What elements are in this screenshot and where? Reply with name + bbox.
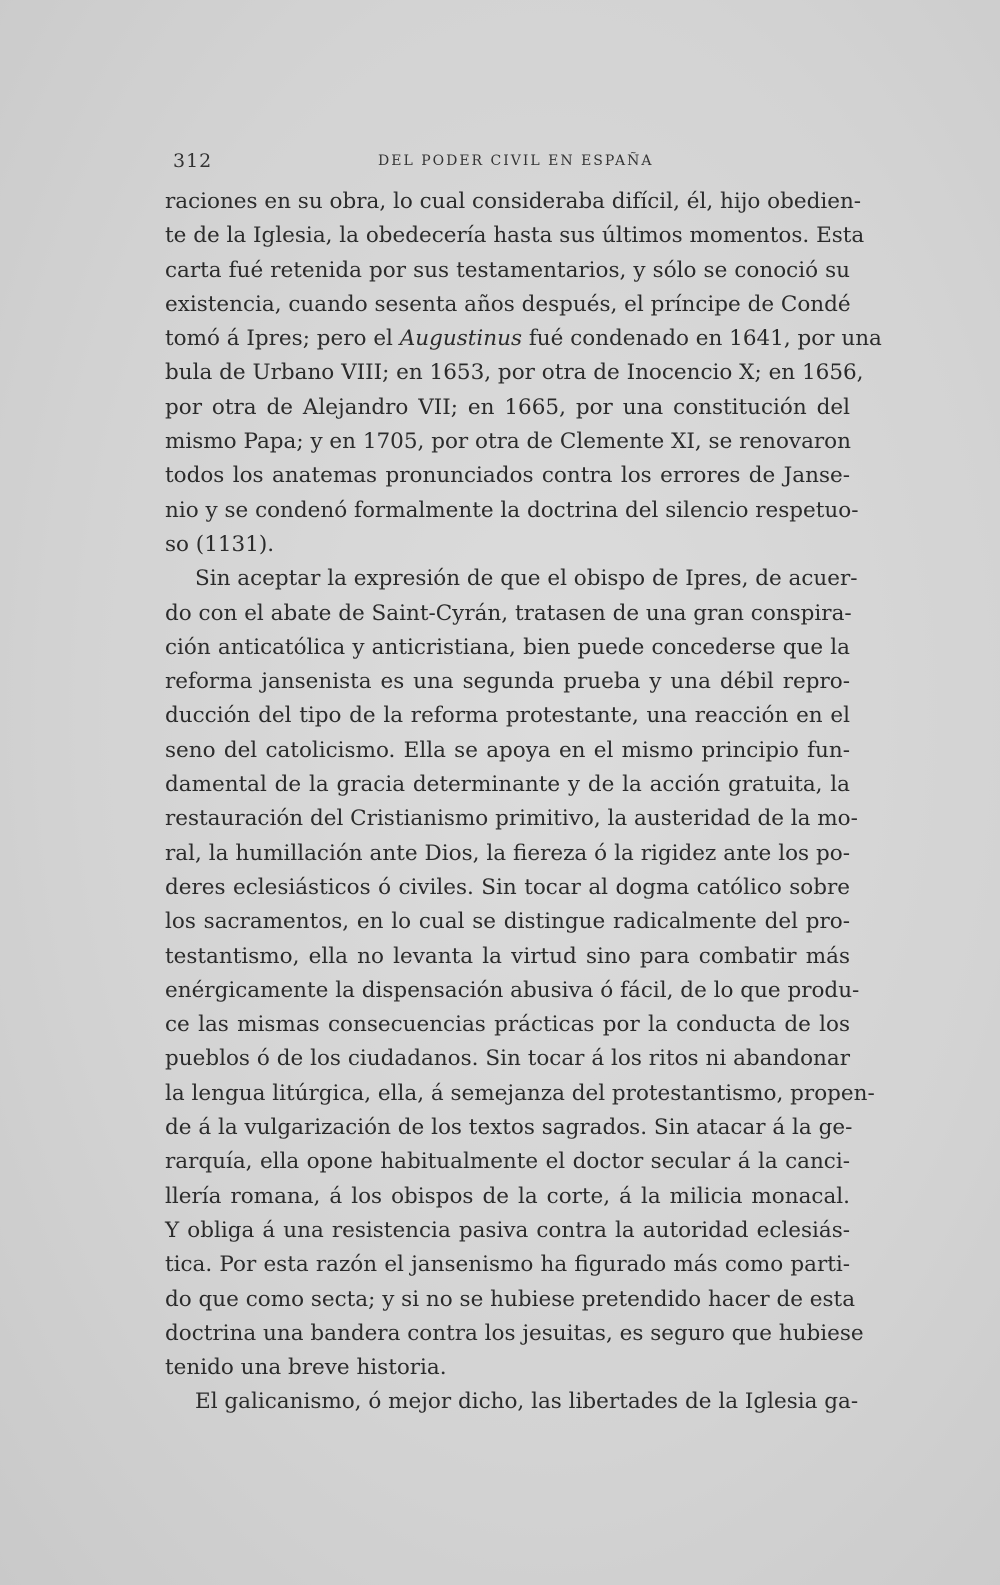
text-line: existencia, cuando sesenta años después, el príncipe de Condé — [165, 291, 851, 317]
text-line: llería romana, á los obispos de la corte, á la milicia monacal. — [165, 1183, 850, 1209]
text-line: damental de la gracia determinante y de la acción gratuita, la — [165, 772, 850, 798]
page-header — [173, 150, 843, 174]
text-line: Y obliga á una resistencia pasiva contra la autoridad eclesiás- — [165, 1217, 850, 1243]
text-line: te de la Iglesia, la obedecería hasta sus últimos momentos. Esta — [165, 223, 865, 249]
book-title-italic: Augustinus — [399, 326, 523, 352]
text-line: tomó á Ipres; pero el Augustinus fué condenado en 1641, por una — [165, 326, 882, 352]
text-line: seno del catolicismo. Ella se apoya en el mismo principio fun- — [165, 737, 850, 763]
text-line: so (1131). — [165, 531, 275, 557]
text-line: la lengua litúrgica, ella, á semejanza del protestantismo, propen- — [165, 1080, 875, 1106]
text-line: bula de Urbano VIII; en 1653, por otra de Inocencio X; en 1656, — [165, 360, 864, 386]
text-line: tenido una breve historia. — [165, 1355, 447, 1381]
text-line: pueblos ó de los ciudadanos. Sin tocar á los ritos ni abandonar — [165, 1046, 850, 1072]
text-line: por otra de Alejandro VII; en 1665, por una constitución del — [165, 394, 850, 420]
body-text — [165, 185, 882, 1420]
running-title: DEL PODER CIVIL EN ESPAÑA — [378, 153, 654, 169]
text-line: Sin aceptar la expresión de que el obispo de Ipres, de acuer- — [195, 566, 858, 592]
text-line: raciones en su obra, lo cual consideraba difícil, él, hijo obedien- — [165, 189, 862, 214]
text-line: restauración del Cristianismo primitivo, la austeridad de la mo- — [165, 806, 858, 832]
text-line: ción anticatólica y anticristiana, bien puede concederse que la — [165, 634, 850, 660]
text-line: tica. Por esta razón el jansenismo ha figurado más como parti- — [165, 1252, 850, 1278]
text-line: testantismo, ella no levanta la virtud sino para combatir más — [165, 943, 850, 969]
text-line: carta fué retenida por sus testamentarios, y sólo se conoció su — [165, 257, 850, 283]
text-line: doctrina una bandera contra los jesuitas, es seguro que hubiese — [165, 1320, 864, 1346]
text-line: rarquía, ella opone habitualmente el doctor secular á la canci- — [165, 1149, 850, 1175]
text-line: enérgicamente la dispensación abusiva ó fácil, de lo que produ- — [165, 977, 860, 1003]
text-line: de á la vulgarización de los textos sagrados. Sin atacar á la ge- — [165, 1115, 853, 1141]
text-line: ce las mismas consecuencias prácticas por la conducta de los — [165, 1012, 850, 1038]
text-line: nio y se condenó formalmente la doctrina del silencio respetuo- — [165, 497, 859, 523]
text-line: reforma jansenista es una segunda prueba y una débil repro- — [165, 669, 850, 695]
text-line: todos los anatemas pronunciados contra los errores de Janse- — [165, 463, 850, 489]
text-line: do que como secta; y si no se hubiese pretendido hacer de esta — [165, 1286, 856, 1312]
page-number: 312 — [173, 150, 213, 172]
text-line: do con el abate de Saint-Cyrán, tratasen de una gran conspira- — [165, 600, 852, 626]
text-line: los sacramentos, en lo cual se distingue radicalmente del pro- — [165, 909, 850, 935]
text-line: mismo Papa; y en 1705, por otra de Clemente XI, se renovaron — [165, 429, 851, 455]
text-line: El galicanismo, ó mejor dicho, las libertades de la Iglesia ga- — [195, 1389, 859, 1415]
text-line: ral, la humillación ante Dios, la fiereza ó la rigidez ante los po- — [165, 840, 850, 866]
text-line: ducción del tipo de la reforma protestante, una reacción en el — [165, 703, 850, 729]
text-line: deres eclesiásticos ó civiles. Sin tocar al dogma católico sobre — [165, 874, 850, 900]
